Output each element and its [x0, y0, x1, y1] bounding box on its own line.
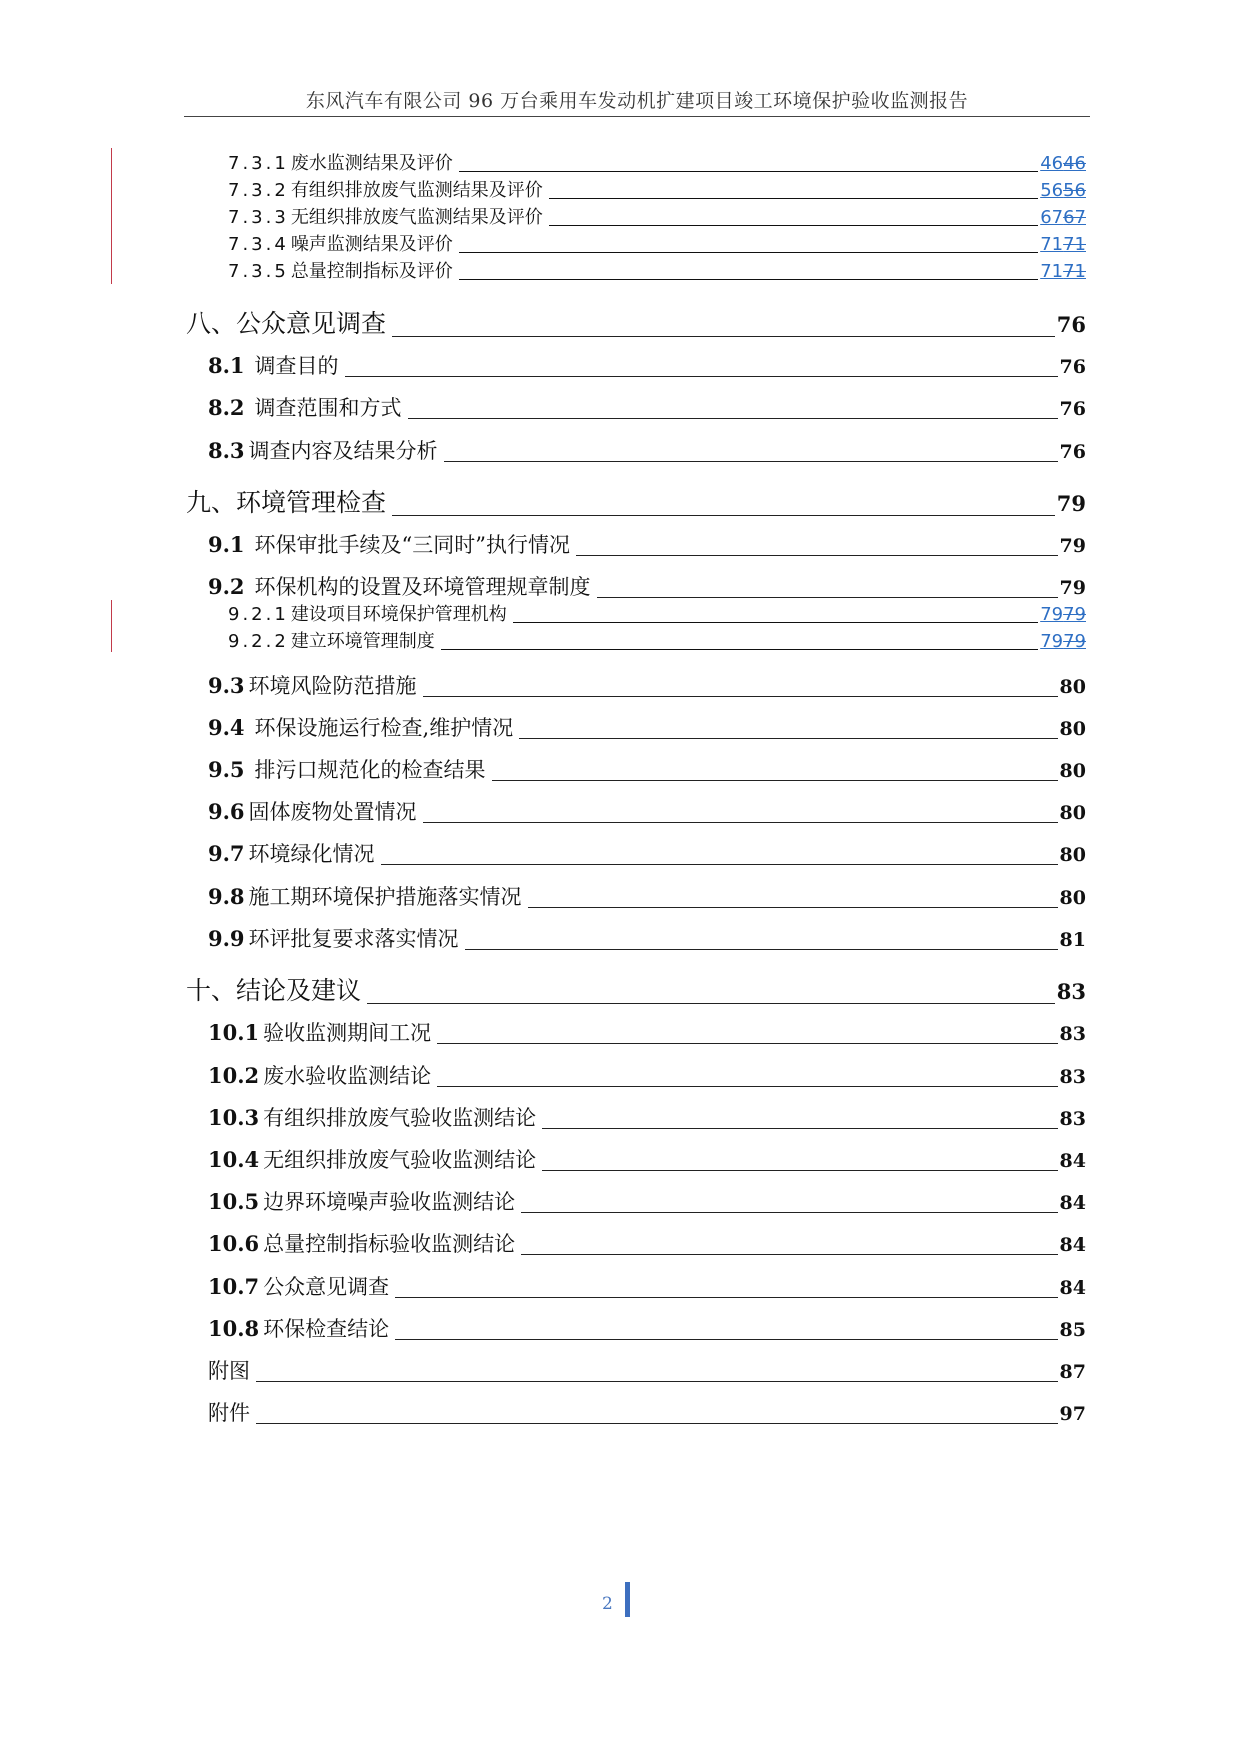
toc-number: 9.3	[208, 673, 245, 698]
toc-section[interactable]	[208, 1144, 1086, 1174]
toc-leader	[542, 1128, 1057, 1129]
toc-section[interactable]	[208, 838, 1086, 868]
toc-title: 环保检查结论	[263, 1317, 390, 1341]
toc-title: 有组织排放废气监测结果及评价	[290, 180, 543, 201]
toc-section[interactable]	[208, 754, 1086, 784]
toc-section[interactable]	[208, 1228, 1086, 1258]
toc-chapter[interactable]	[186, 483, 1086, 519]
toc-title: 公众意见调查	[263, 1275, 390, 1299]
toc-number: 7.3.4	[228, 234, 289, 255]
toc-leader	[437, 1086, 1057, 1087]
toc-entry[interactable]	[228, 230, 1086, 256]
toc-section[interactable]	[208, 1017, 1086, 1047]
toc-page: 81	[1059, 929, 1086, 951]
running-header: 东风汽车有限公司 96 万台乘用车发动机扩建项目竣工环境保护验收监测报告	[305, 90, 969, 112]
toc-page: 83	[1059, 1108, 1086, 1130]
toc-page-link[interactable]: 7171	[1040, 261, 1086, 282]
toc-leader	[345, 376, 1058, 377]
toc-section[interactable]	[208, 529, 1086, 559]
toc-number: 8.1	[208, 353, 245, 378]
toc-title: 固体废物处置情况	[248, 800, 417, 824]
toc-leader	[408, 418, 1058, 419]
toc-leader	[597, 597, 1058, 598]
toc-title: 附件	[208, 1401, 250, 1425]
toc-leader	[521, 1212, 1057, 1213]
toc-number: 10.2	[208, 1063, 260, 1088]
toc-leader	[392, 515, 1055, 516]
toc-entry[interactable]	[228, 176, 1086, 202]
toc-page: 79	[1059, 577, 1086, 599]
toc-section[interactable]	[208, 435, 1086, 465]
toc-page: 84	[1059, 1277, 1086, 1299]
toc-page: 76	[1059, 356, 1086, 378]
toc-page-link[interactable]: 5656	[1040, 180, 1086, 201]
toc-page: 83	[1059, 1066, 1086, 1088]
toc-leader	[576, 555, 1058, 556]
toc-page: 80	[1059, 718, 1086, 740]
toc-page: 80	[1059, 676, 1086, 698]
toc-leader	[459, 252, 1038, 253]
toc-page: 84	[1059, 1192, 1086, 1214]
toc-leader	[465, 949, 1058, 950]
toc-leader	[444, 461, 1058, 462]
toc-page: 84	[1059, 1234, 1086, 1256]
toc-title: 总量控制指标验收监测结论	[263, 1232, 516, 1256]
toc-page: 80	[1059, 887, 1086, 909]
toc-title: 调查范围和方式	[254, 396, 402, 420]
toc-title: 环境绿化情况	[248, 842, 375, 866]
toc-number: 9.1	[208, 532, 245, 557]
toc-title: 调查目的	[254, 354, 339, 378]
toc-title: 环保审批手续及“三同时”执行情况	[254, 533, 571, 557]
toc-title: 无组织排放废气监测结果及评价	[290, 207, 543, 228]
toc-number: 7.3.2	[228, 180, 289, 201]
toc-number: 10.6	[208, 1231, 260, 1256]
toc-leader	[423, 822, 1058, 823]
toc-number: 7.3.5	[228, 261, 289, 282]
toc-section[interactable]	[208, 1060, 1086, 1090]
toc-title: 建设项目环境保护管理机构	[290, 604, 507, 625]
toc-page: 83	[1059, 1023, 1086, 1045]
toc-entry[interactable]	[228, 627, 1086, 653]
toc-title: 八、公众意见调查	[186, 309, 387, 338]
toc-number: 10.5	[208, 1189, 260, 1214]
toc-page: 79	[1056, 491, 1086, 516]
toc-title: 废水验收监测结论	[263, 1064, 432, 1088]
toc-chapter[interactable]	[186, 304, 1086, 340]
toc-section[interactable]	[208, 670, 1086, 700]
toc-leader	[542, 1170, 1057, 1171]
toc-page: 85	[1059, 1319, 1086, 1341]
toc-title: 噪声监测结果及评价	[290, 234, 453, 255]
toc-leader	[459, 279, 1038, 280]
toc-title: 边界环境噪声验收监测结论	[263, 1190, 516, 1214]
toc-number: 9.2.1	[228, 604, 289, 625]
toc-entry[interactable]	[228, 600, 1086, 626]
toc-number: 9.4	[208, 715, 245, 740]
toc-page: 83	[1056, 979, 1086, 1004]
toc-section[interactable]	[208, 1397, 1086, 1427]
toc-number: 9.2.2	[228, 631, 289, 652]
toc-number: 7.3.1	[228, 153, 289, 174]
toc-leader	[528, 907, 1058, 908]
toc-number: 8.2	[208, 395, 245, 420]
toc-title: 附图	[208, 1359, 250, 1383]
toc-section[interactable]	[208, 796, 1086, 826]
toc-page: 76	[1059, 441, 1086, 463]
toc-section[interactable]	[208, 881, 1086, 911]
toc-page: 84	[1059, 1150, 1086, 1172]
toc-title: 环境风险防范措施	[248, 674, 417, 698]
toc-number: 9.9	[208, 926, 245, 951]
toc-page-link[interactable]: 4646	[1040, 153, 1086, 174]
toc-number: 9.7	[208, 841, 245, 866]
toc-title: 施工期环境保护措施落实情况	[248, 885, 522, 909]
toc-chapter[interactable]	[186, 971, 1086, 1007]
toc-number: 10.4	[208, 1147, 260, 1172]
toc-number: 9.5	[208, 757, 245, 782]
toc-leader	[256, 1381, 1058, 1382]
page-number: 2	[602, 1594, 613, 1614]
toc-page-link[interactable]: 6767	[1040, 207, 1086, 228]
toc-section[interactable]	[208, 1186, 1086, 1216]
toc-title: 环评批复要求落实情况	[248, 927, 459, 951]
toc-entry[interactable]	[228, 203, 1086, 229]
toc-title: 排污口规范化的检查结果	[254, 758, 486, 782]
toc-leader	[441, 649, 1038, 650]
toc-page: 80	[1059, 802, 1086, 824]
toc-number: 9.8	[208, 884, 245, 909]
toc-title: 十、结论及建议	[186, 976, 362, 1005]
toc-leader	[549, 225, 1038, 226]
toc-title: 九、环境管理检查	[186, 488, 387, 517]
toc-number: 10.7	[208, 1274, 260, 1299]
toc-leader	[521, 1254, 1057, 1255]
toc-title: 有组织排放废气验收监测结论	[263, 1106, 537, 1130]
toc-entry[interactable]	[228, 257, 1086, 283]
toc-leader	[437, 1043, 1057, 1044]
toc-section[interactable]	[208, 1313, 1086, 1343]
toc-page: 76	[1056, 312, 1086, 337]
toc-leader	[367, 1003, 1055, 1004]
toc-page-link[interactable]: 7979	[1040, 631, 1086, 652]
toc-number: 7.3.3	[228, 207, 289, 228]
toc-page: 76	[1059, 398, 1086, 420]
toc-leader	[392, 336, 1055, 337]
toc-leader	[395, 1297, 1057, 1298]
toc-number: 8.3	[208, 438, 245, 463]
toc-title: 废水监测结果及评价	[290, 153, 453, 174]
toc-title: 环保机构的设置及环境管理规章制度	[254, 575, 591, 599]
toc-section[interactable]	[208, 1355, 1086, 1385]
toc-number: 9.2	[208, 574, 245, 599]
toc-section[interactable]	[208, 350, 1086, 380]
toc-number: 9.6	[208, 799, 245, 824]
toc-page: 79	[1059, 535, 1086, 557]
revision-change-bar	[111, 600, 112, 652]
toc-section[interactable]	[208, 392, 1086, 422]
toc-page-link[interactable]: 7171	[1040, 234, 1086, 255]
toc-section[interactable]	[208, 923, 1086, 953]
toc-number: 10.8	[208, 1316, 260, 1341]
revision-change-bar	[111, 148, 112, 284]
toc-page: 80	[1059, 844, 1086, 866]
toc-number: 10.3	[208, 1105, 260, 1130]
header-rule	[184, 116, 1090, 117]
toc-leader	[492, 780, 1058, 781]
toc-leader	[423, 696, 1058, 697]
toc-page: 87	[1059, 1361, 1086, 1383]
toc-title: 无组织排放废气验收监测结论	[263, 1148, 537, 1172]
toc-page: 80	[1059, 760, 1086, 782]
toc-section[interactable]	[208, 1271, 1086, 1301]
toc-title: 环保设施运行检查,维护情况	[254, 716, 514, 740]
toc-leader	[395, 1339, 1057, 1340]
toc-title: 验收监测期间工况	[263, 1021, 432, 1045]
toc-title: 调查内容及结果分析	[248, 439, 438, 463]
toc-title: 建立环境管理制度	[290, 631, 435, 652]
toc-leader	[513, 622, 1038, 623]
toc-section[interactable]	[208, 571, 1086, 601]
toc-leader	[381, 864, 1058, 865]
toc-page: 97	[1059, 1403, 1086, 1425]
toc-number: 10.1	[208, 1020, 260, 1045]
toc-page-link[interactable]: 7979	[1040, 604, 1086, 625]
toc-leader	[549, 198, 1038, 199]
toc-section[interactable]	[208, 712, 1086, 742]
toc-leader	[256, 1423, 1058, 1424]
toc-section[interactable]	[208, 1102, 1086, 1132]
toc-entry[interactable]	[228, 149, 1086, 175]
page-number-bar	[625, 1582, 630, 1617]
toc-leader	[519, 738, 1057, 739]
toc-leader	[459, 171, 1038, 172]
toc-title: 总量控制指标及评价	[290, 261, 453, 282]
